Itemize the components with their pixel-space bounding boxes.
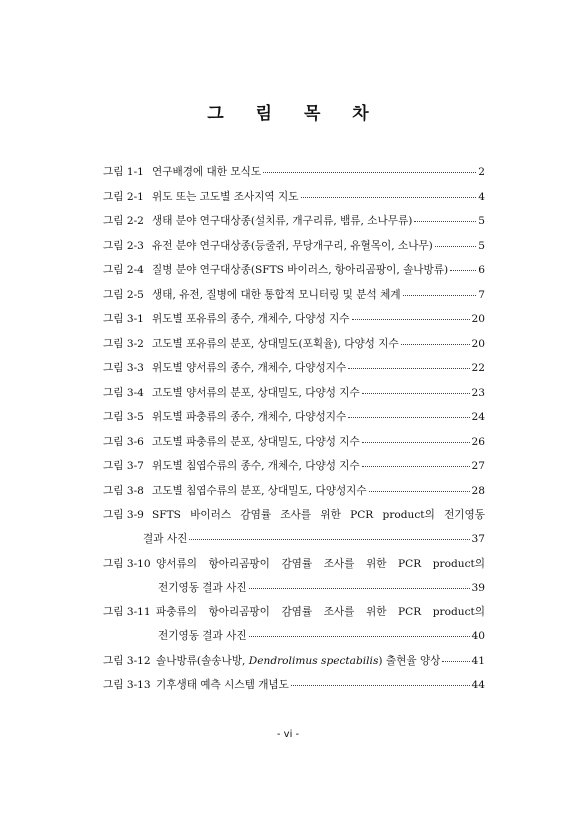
figure-label: 그림 2-3 <box>103 239 144 252</box>
page-number: 20 <box>471 313 485 325</box>
dot-leader <box>189 529 469 540</box>
toc-entry[interactable] <box>103 556 485 596</box>
figure-title: 위도 또는 고도별 조사지역 지도 <box>152 190 299 203</box>
toc-entry[interactable] <box>103 677 485 693</box>
dot-leader <box>249 626 470 637</box>
page-number: 26 <box>471 435 485 448</box>
page-title: 그 림 목 차 <box>207 104 382 124</box>
figure-title: 고도별 파충류의 분포, 상대밀도, 다양성 지수 <box>152 435 360 448</box>
figure-label: 그림 3-12 <box>103 654 151 667</box>
figure-label: 그림 3-7 <box>103 460 144 472</box>
figure-title-prefix: 솔나방류(솔송나방, <box>156 654 249 667</box>
page-number: 5 <box>478 239 485 252</box>
figure-title-continued: 전기영동 결과 사진 <box>158 630 247 642</box>
dot-leader <box>362 383 470 394</box>
dot-leader <box>249 578 470 589</box>
toc-entry[interactable] <box>103 262 485 278</box>
dot-leader <box>435 236 476 247</box>
figure-label: 그림 2-1 <box>103 190 144 203</box>
dot-leader <box>348 358 469 369</box>
figure-label: 그림 1-1 <box>103 166 144 178</box>
toc-entry[interactable] <box>103 238 485 254</box>
toc-entry[interactable] <box>103 189 485 205</box>
page-number: 5 <box>478 215 485 227</box>
page-number: 39 <box>471 581 485 594</box>
page-number: 37 <box>471 533 485 545</box>
dot-leader <box>348 407 469 418</box>
species-name: Dendrolimus spectabilis <box>248 654 379 667</box>
figure-label: 그림 3-4 <box>103 386 144 399</box>
dot-leader <box>352 309 470 320</box>
toc-entry[interactable] <box>103 507 485 547</box>
figure-title: 고도별 양서류의 분포, 상대밀도, 다양성 지수 <box>152 386 360 399</box>
toc-entry[interactable] <box>103 164 485 180</box>
figure-label: 그림 3-11 <box>103 606 151 618</box>
figure-title: 질병 분야 연구대상종(SFTS 바이러스, 항아리곰팡이, 솔나방류) <box>152 264 449 276</box>
page-number: 40 <box>471 630 485 642</box>
figure-title: 연구배경에 대한 모식도 <box>152 166 262 178</box>
figure-title: 기후생태 예측 시스템 개념도 <box>156 679 289 691</box>
figure-label: 그림 3-5 <box>103 411 144 423</box>
dot-leader <box>362 432 470 443</box>
figure-title-continued: 결과 사진 <box>143 533 188 545</box>
toc-entry[interactable] <box>103 483 485 499</box>
figure-title-suffix: ) 출현율 양상 <box>378 654 441 667</box>
page-number: 23 <box>471 386 485 399</box>
page-number: 27 <box>471 460 485 472</box>
figure-title: SFTS 바이러스 감염률 조사를 위한 PCR product의 전기영동 <box>152 509 485 521</box>
page-number: 6 <box>478 264 485 276</box>
figure-label: 그림 2-2 <box>103 215 144 227</box>
figure-label: 그림 2-4 <box>103 264 144 276</box>
page-number: 44 <box>471 679 485 691</box>
toc-entry[interactable] <box>103 311 485 327</box>
toc-entry[interactable] <box>103 213 485 229</box>
toc-entry[interactable] <box>103 336 485 352</box>
page-number: 4 <box>478 190 485 203</box>
toc-entry[interactable] <box>103 604 485 644</box>
figure-label: 그림 2-5 <box>103 288 144 301</box>
dot-leader <box>403 285 477 296</box>
toc-entry[interactable] <box>103 458 485 474</box>
dot-leader <box>291 675 470 686</box>
toc-entry[interactable] <box>103 409 485 425</box>
figure-label: 그림 3-1 <box>103 313 144 325</box>
figure-title: 양서류의 항아리곰팡이 감염률 조사를 위한 PCR product의 <box>156 557 485 570</box>
figure-title: 유전 분야 연구대상종(등줄쥐, 무당개구리, 유혈목이, 소나무) <box>152 239 433 252</box>
page-number: 28 <box>471 484 485 497</box>
toc-entry[interactable] <box>103 653 485 669</box>
dot-leader <box>362 456 470 467</box>
figure-title: 파충류의 항아리곰팡이 감염률 조사를 위한 PCR product의 <box>156 606 485 618</box>
figure-title: 위도별 포유류의 종수, 개체수, 다양성 지수 <box>152 313 350 325</box>
toc-entry[interactable] <box>103 360 485 376</box>
page-number: 20 <box>471 337 485 350</box>
figure-label: 그림 3-10 <box>103 557 151 570</box>
dot-leader <box>450 260 476 271</box>
page-number: 41 <box>471 654 485 667</box>
page-number: 24 <box>471 411 485 423</box>
dot-leader <box>401 334 470 345</box>
dot-leader <box>442 651 469 662</box>
figure-title: 생태 분야 연구대상종(설치류, 개구리류, 뱀류, 소나무류) <box>152 215 413 227</box>
figure-title-continued: 전기영동 결과 사진 <box>158 581 247 594</box>
figure-title: 고도별 포유류의 분포, 상대밀도(포획율), 다양성 지수 <box>152 337 399 350</box>
figure-label: 그림 3-8 <box>103 484 144 497</box>
page-number: 7 <box>478 288 485 301</box>
dot-leader <box>414 211 476 222</box>
figure-label: 그림 3-6 <box>103 435 144 448</box>
dot-leader <box>301 187 477 198</box>
figure-title: 위도별 파충류의 종수, 개체수, 다양성지수 <box>152 411 347 423</box>
figure-label: 그림 3-9 <box>103 509 144 521</box>
figure-title: 위도별 양서류의 종수, 개체수, 다양성지수 <box>152 362 347 374</box>
toc-entry[interactable] <box>103 385 485 401</box>
toc-entry[interactable] <box>103 434 485 450</box>
figure-label: 그림 3-3 <box>103 362 144 374</box>
page-number: 22 <box>471 362 485 374</box>
figure-label: 그림 3-2 <box>103 337 144 350</box>
figure-title: 위도별 침엽수류의 종수, 개체수, 다양성 지수 <box>152 460 360 472</box>
figure-title: 생태, 유전, 질병에 대한 통합적 모니터링 및 분석 체계 <box>152 288 401 301</box>
figure-title <box>156 653 440 669</box>
dot-leader <box>263 162 476 173</box>
figure-label: 그림 3-13 <box>103 679 151 691</box>
figure-title: 고도별 침엽수류의 분포, 상대밀도, 다양성지수 <box>152 484 367 497</box>
figure-list <box>103 164 485 702</box>
toc-entry[interactable] <box>103 287 485 303</box>
page-number: 2 <box>478 166 485 178</box>
dot-leader <box>369 481 470 492</box>
page-footer: - vi - <box>276 729 300 740</box>
